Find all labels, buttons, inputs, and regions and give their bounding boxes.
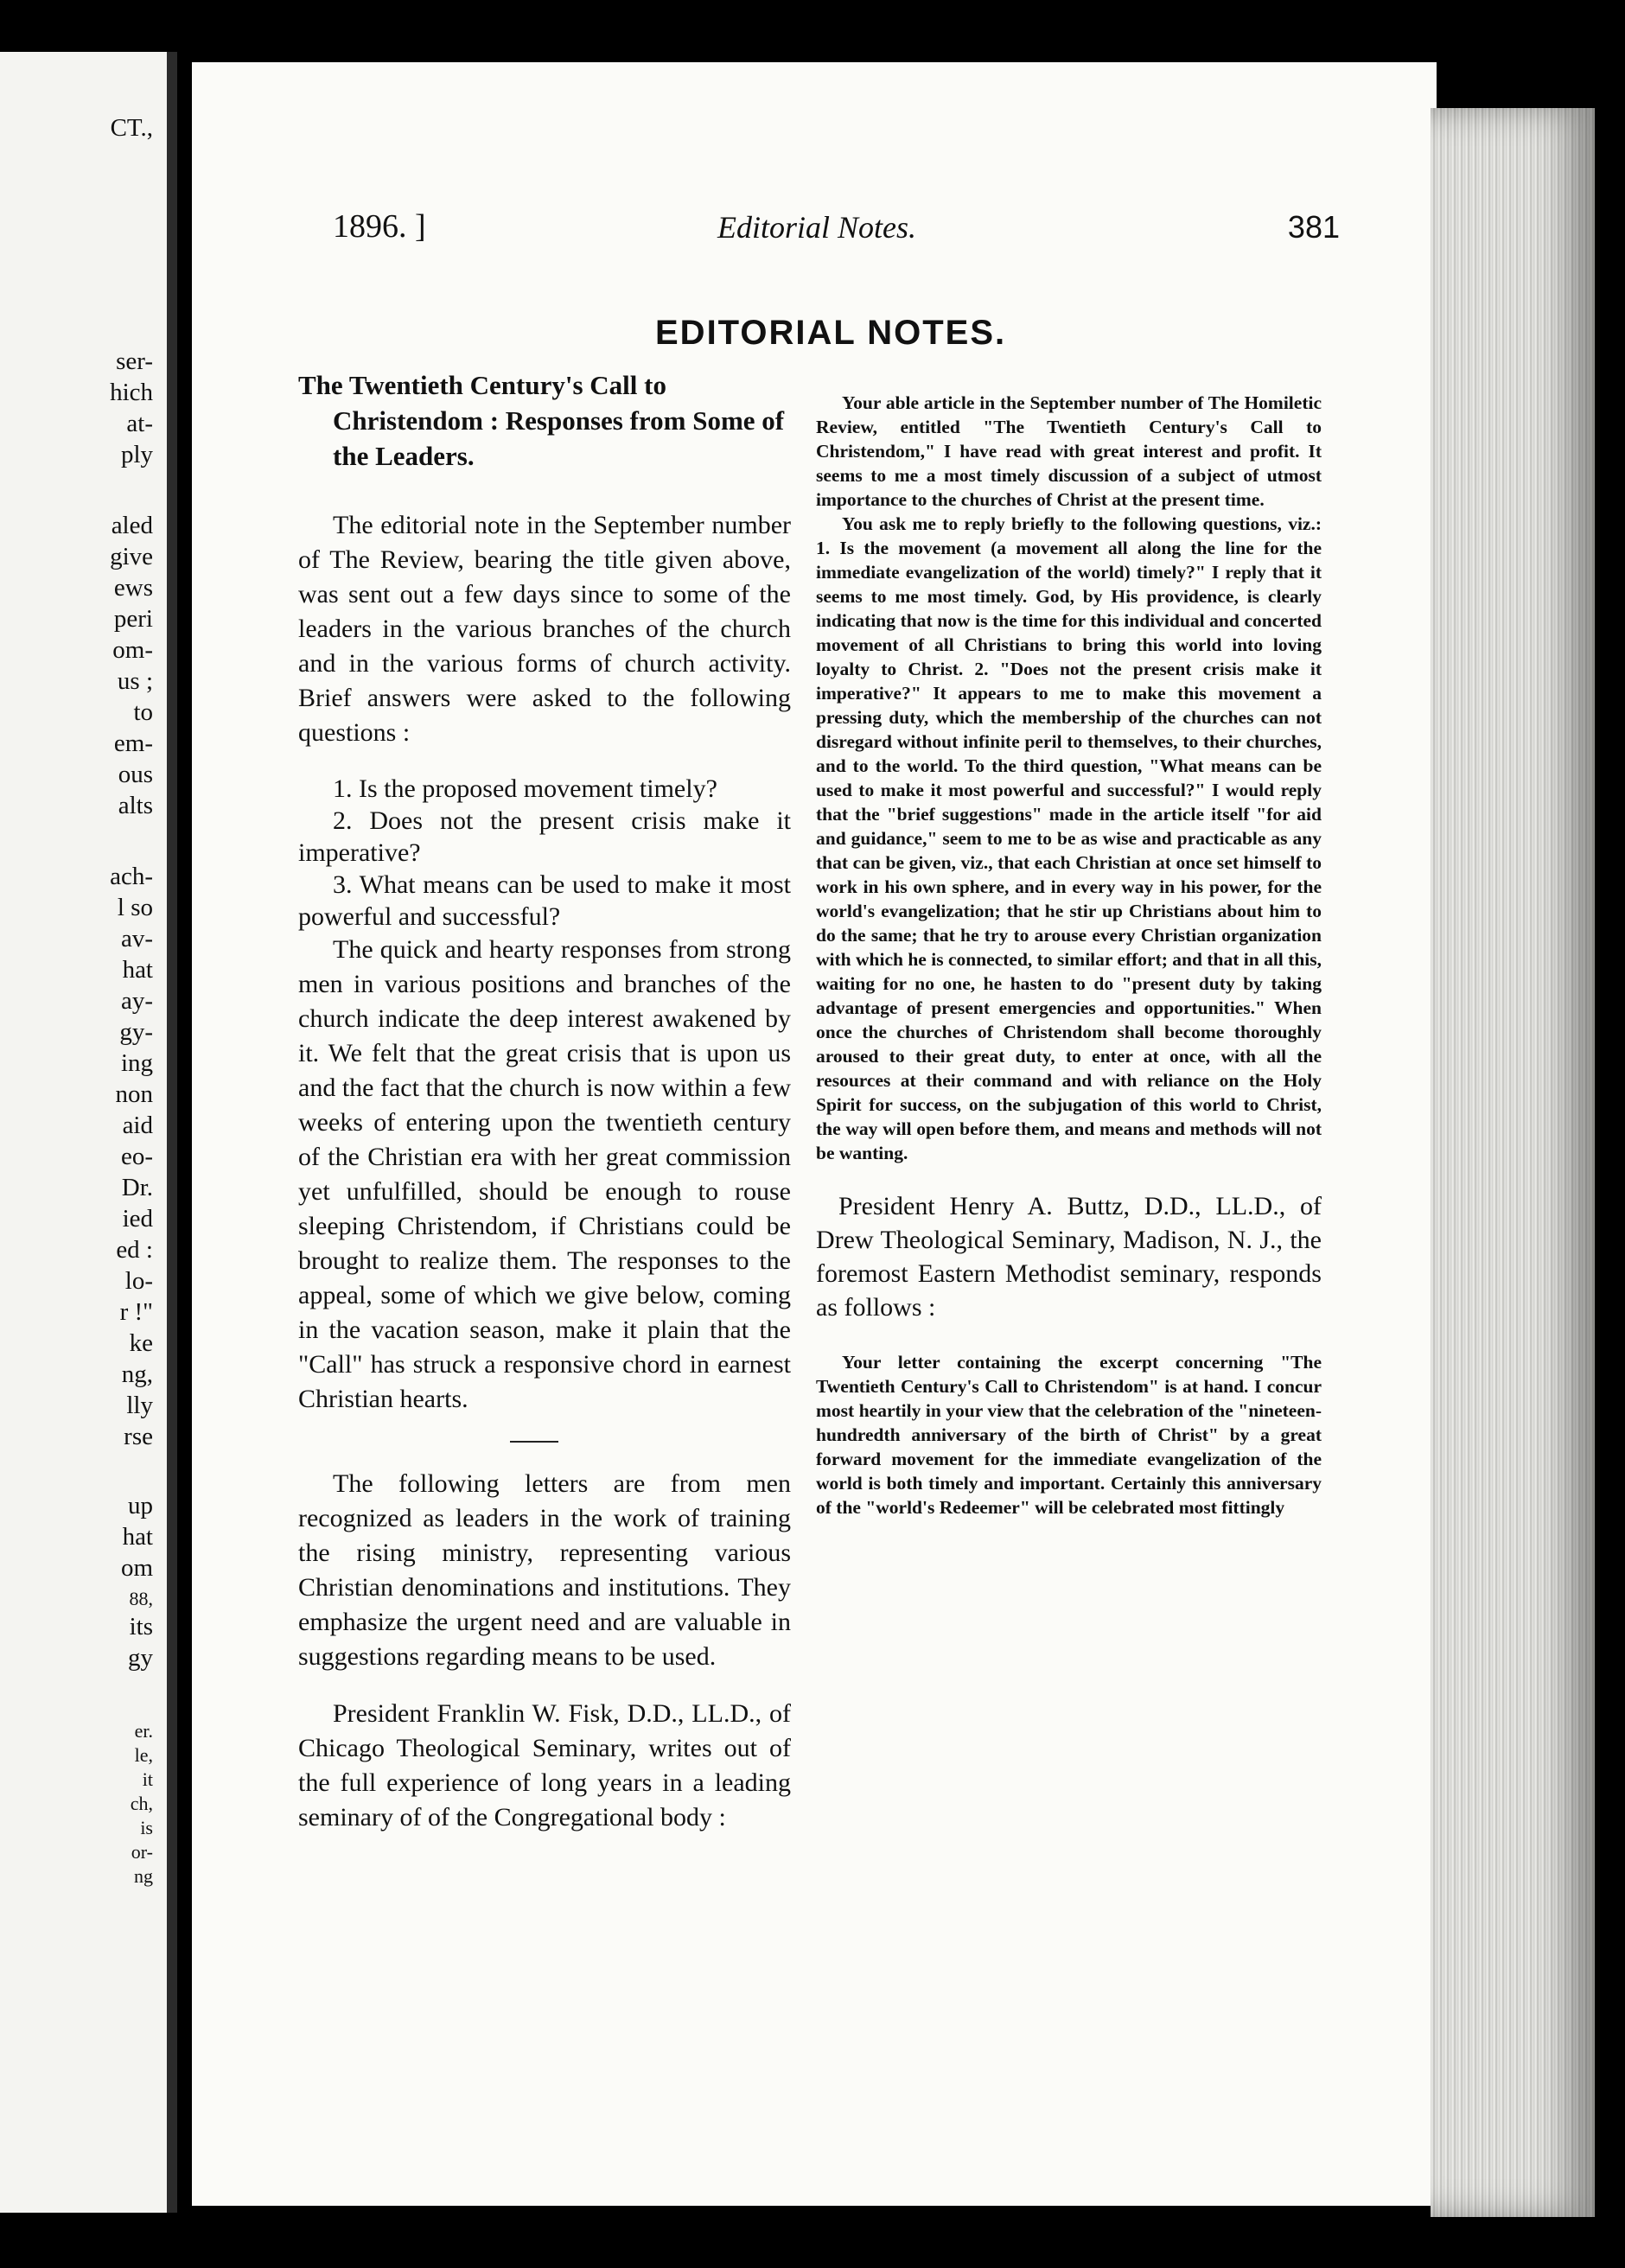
facing-page-text-fragment: ke xyxy=(129,1329,153,1357)
facing-page-text-fragment: om- xyxy=(112,636,153,664)
facing-page-text-fragment: ser- xyxy=(116,347,153,375)
left-column xyxy=(298,367,791,1835)
article-subhead: The Twentieth Century's Call to Christendom : Responses from Some of the Leaders. xyxy=(298,370,785,471)
facing-page-text-fragment: eo- xyxy=(120,1143,153,1170)
facing-page-text-fragment: lo- xyxy=(124,1267,153,1295)
facing-page-text-fragment: give xyxy=(110,543,153,570)
question-item: 3. What means can be used to make it most powerful and successful? xyxy=(298,870,791,931)
buttz-intro-paragraph: President Henry A. Buttz, D.D., LL.D., of Drew Theological Seminary, Madison, N. J., the foremost Eastern Methodist seminary, responds as follows : xyxy=(816,1192,1322,1322)
facing-page-text-fragment: non xyxy=(115,1080,153,1108)
page-gutter xyxy=(167,52,177,2213)
facing-page-text-fragment: l so xyxy=(117,894,153,921)
facing-page-text-fragment: peri xyxy=(113,605,153,633)
facing-page-text-fragment: ch, xyxy=(130,1793,153,1814)
facing-page-text-fragment: aled xyxy=(111,512,153,539)
facing-page-text-fragment: it xyxy=(142,1768,153,1790)
page-number: 381 xyxy=(1287,209,1340,245)
facing-page-text-fragment: er. xyxy=(134,1720,153,1742)
right-column xyxy=(816,391,1322,1519)
running-title: Editorial Notes. xyxy=(717,210,917,245)
facing-page-text-fragment: gy xyxy=(128,1644,153,1672)
facing-page-text-fragment: gy- xyxy=(119,1018,153,1046)
facing-page-text-fragment: hich xyxy=(110,379,153,406)
facing-page-text-fragment: ed : xyxy=(116,1236,153,1264)
facing-page-text-fragment: is xyxy=(140,1817,153,1838)
facing-page-text-fragment: aid xyxy=(122,1112,153,1139)
page-edges xyxy=(1431,108,1595,2217)
facing-page-text-fragment: ach- xyxy=(110,863,153,890)
section-title: EDITORIAL NOTES. xyxy=(655,314,1007,352)
facing-page-text-fragment: up xyxy=(128,1492,153,1519)
facing-page-text-fragment: hat xyxy=(122,1523,153,1551)
facing-page-text-fragment: 88, xyxy=(129,1588,153,1609)
facing-page-text-fragment: ng xyxy=(134,1865,153,1887)
question-item: 2. Does not the present crisis make it imperative? xyxy=(298,806,791,867)
letters-intro-paragraph: The following letters are from men recognized as leaders in the work of training the rising ministry, representing various Christian denominations and institutions. They emphasize the urgent need and are valuable in suggestions regarding means to be used. xyxy=(298,1469,791,1671)
facing-page-text-fragment: its xyxy=(129,1613,153,1640)
facing-page-text-fragment: to xyxy=(133,698,153,726)
fisk-letter-paragraph: Your able article in the September number of The Homiletic Review, entitled "The Twentieth Century's Call to Christendom," I have read with great interest and profit. It seems to me a most timely discussion of a subject of utmost importance to the churches of Christ at the present time. xyxy=(816,392,1322,510)
buttz-letter-paragraph: Your letter containing the excerpt concerning "The Twentieth Century's Call to Christendom" is at hand. I concur most heartily in your view that the celebration of the "nineteen-hundredth anniversary of the birth of Christ" by a great forward movement for the immediate evangelization of the world is both timely and important. Certainly this anniversary of the "world's Redeemer" will be celebrated most fittingly xyxy=(816,1352,1322,1518)
intro-paragraph: The editorial note in the September number of The Review, bearing the title given above, was sent out a few days since to some of the leaders in the various branches of the church and in the various forms of church activity. Brief answers were asked to the following questions : xyxy=(298,511,791,747)
facing-page-text-fragment: ews xyxy=(113,574,153,602)
facing-page-text-fragment: alts xyxy=(118,792,153,819)
section-rule xyxy=(510,1441,558,1443)
responses-paragraph: The quick and hearty responses from strong men in various positions and branches of the church indicate the deep interest awakened by it. We felt that the great crisis that is upon us and the fact that the church is now within a few weeks of entering upon the twentieth century of the Christian era with her great commission yet unfulfilled, should be enough to rouse sleeping Christendom, if Christians could be brought to realize them. The responses to the appeal, some of which we give below, coming in the vacation season, make it plain that the "Call" has struck a responsive chord in earnest Christian hearts. xyxy=(298,935,791,1413)
facing-page-text-fragment: le, xyxy=(134,1744,153,1766)
facing-page-text-fragment: ay- xyxy=(120,987,153,1015)
facing-page-text-fragment: ous xyxy=(118,761,153,788)
facing-page-text-fragment: rse xyxy=(124,1423,153,1450)
running-header xyxy=(333,207,1340,251)
header-year: 1896. ] xyxy=(333,208,426,245)
fisk-intro-paragraph: President Franklin W. Fisk, D.D., LL.D., of Chicago Theological Seminary, writes out of the full experience of long years in a leading seminary of of the Congregational body : xyxy=(298,1699,791,1832)
facing-page-text-fragment: ng, xyxy=(121,1360,153,1388)
facing-page-text-fragment: ply xyxy=(120,441,153,468)
fisk-letter-paragraph: You ask me to reply briefly to the following questions, viz.: 1. Is the movement (a movement all along the line for the immediate evangelization of the world) timely?" I reply that it seems to me most timely. God, by His providence, is clearly indicating that now is the time for this individual and concerted movement of all Christians to bring this world into loving loyalty to Christ. 2. "Does not the present crisis make it imperative?" It appears to me to make this movement a pressing duty, which the membership of the churches can not disregard without infinite peril to themselves, to their churches, and to the world. To the third question, "What means can be used to make it most powerful and successful?" I would reply that the "brief suggestions" made in the article itself "for aid and guidance," seem to me to be as wise and practicable as any that can be given, viz., that each Christian at once set himself to work in his own sphere, and in every way in his power, for the world's evangelization; that he stir up Christians about him to do the same; that he try to arouse every Christian organization with which he is connected, to similar effort; and that in all this, waiting for no one, he hasten to do "present duty by taking advantage of present emergencies and opportunities." When once the churches of Christendom shall become thoroughly aroused to their great duty, to enter at once, with all the resources at their command and with reliance on the Holy Spirit for success, on the subjugation of this world to Christ, the way will open before them, and means and methods will not be wanting. xyxy=(816,513,1322,1163)
facing-page-fragment xyxy=(0,52,177,2213)
facing-page-text-fragment: CT., xyxy=(110,114,153,142)
question-item: 1. Is the proposed movement timely? xyxy=(333,774,717,803)
facing-page-text-fragment: r !" xyxy=(119,1298,153,1326)
facing-page-text-fragment: at- xyxy=(126,410,153,437)
facing-page-text-fragment: lly xyxy=(126,1392,153,1419)
facing-page-text-fragment: ied xyxy=(122,1205,153,1233)
facing-page-text-fragment: ing xyxy=(120,1049,153,1077)
facing-page-text-fragment: hat xyxy=(122,956,153,984)
facing-page-text-fragment: us ; xyxy=(117,667,153,695)
facing-page-text-fragment: or- xyxy=(131,1841,153,1863)
facing-page-text-fragment: om xyxy=(120,1554,153,1582)
facing-page-text-fragment: av- xyxy=(120,925,153,952)
facing-page-text-fragment: em- xyxy=(113,729,153,757)
facing-page-text-fragment: Dr. xyxy=(121,1174,153,1201)
question-list xyxy=(298,773,791,933)
